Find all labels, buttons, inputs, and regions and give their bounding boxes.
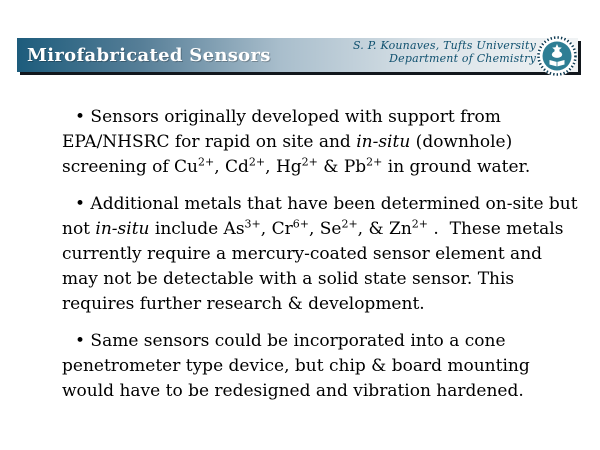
text-run: , Cr bbox=[260, 219, 293, 239]
text-run: 2+ bbox=[198, 155, 215, 169]
bullet-paragraph bbox=[62, 105, 589, 180]
text-run: in-situ bbox=[95, 219, 150, 239]
text-run: . These metals bbox=[428, 219, 564, 239]
tufts-university-seal-icon bbox=[536, 35, 578, 77]
text-run: 3+ bbox=[244, 217, 261, 231]
bullet-paragraph bbox=[62, 329, 589, 404]
text-run: , & Zn bbox=[357, 219, 412, 239]
text-run: 2+ bbox=[301, 155, 318, 169]
text-run: not bbox=[62, 219, 96, 239]
text-run: , Cd bbox=[214, 157, 249, 177]
text-run: 2+ bbox=[341, 217, 358, 231]
credit-line-department: Department of Chemistry bbox=[389, 52, 536, 65]
bullet-paragraph bbox=[62, 192, 589, 317]
text-run: screening of Cu bbox=[62, 157, 198, 177]
seal-svg bbox=[536, 35, 578, 77]
text-run: 6+ bbox=[292, 217, 309, 231]
text-run: EPA/NHSRC for rapid on site and bbox=[62, 132, 357, 152]
text-run: • Sensors originally developed with support from bbox=[75, 107, 501, 127]
text-run: 2+ bbox=[411, 217, 428, 231]
text-run: in ground water. bbox=[382, 157, 531, 177]
text-run: may not be detectable with a solid state sensor. This bbox=[62, 269, 515, 289]
text-run: , Se bbox=[308, 219, 342, 239]
credit-block bbox=[353, 39, 536, 65]
slide-title: Mirofabricated Sensors bbox=[27, 44, 271, 66]
text-run: currently require a mercury-coated sensor element and bbox=[62, 244, 543, 264]
text-run: (downhole) bbox=[410, 132, 513, 152]
text-run: would have to be redesigned and vibration hardened. bbox=[62, 381, 524, 401]
text-run: 2+ bbox=[366, 155, 383, 169]
text-run: in-situ bbox=[356, 132, 411, 152]
text-run: • Same sensors could be incorporated into a cone bbox=[75, 331, 506, 351]
text-run: • Additional metals that have been determined on-site but bbox=[75, 194, 578, 214]
text-run: requires further research & development. bbox=[62, 294, 425, 314]
credit-line-author: S. P. Kounaves, Tufts University bbox=[352, 39, 536, 52]
text-run: include As bbox=[149, 219, 245, 239]
bullet-list bbox=[62, 105, 589, 416]
text-run: & Pb bbox=[317, 157, 367, 177]
text-run: penetrometer type device, but chip & board mounting bbox=[62, 356, 530, 376]
text-run: 2+ bbox=[248, 155, 266, 169]
text-run: , Hg bbox=[265, 157, 302, 177]
